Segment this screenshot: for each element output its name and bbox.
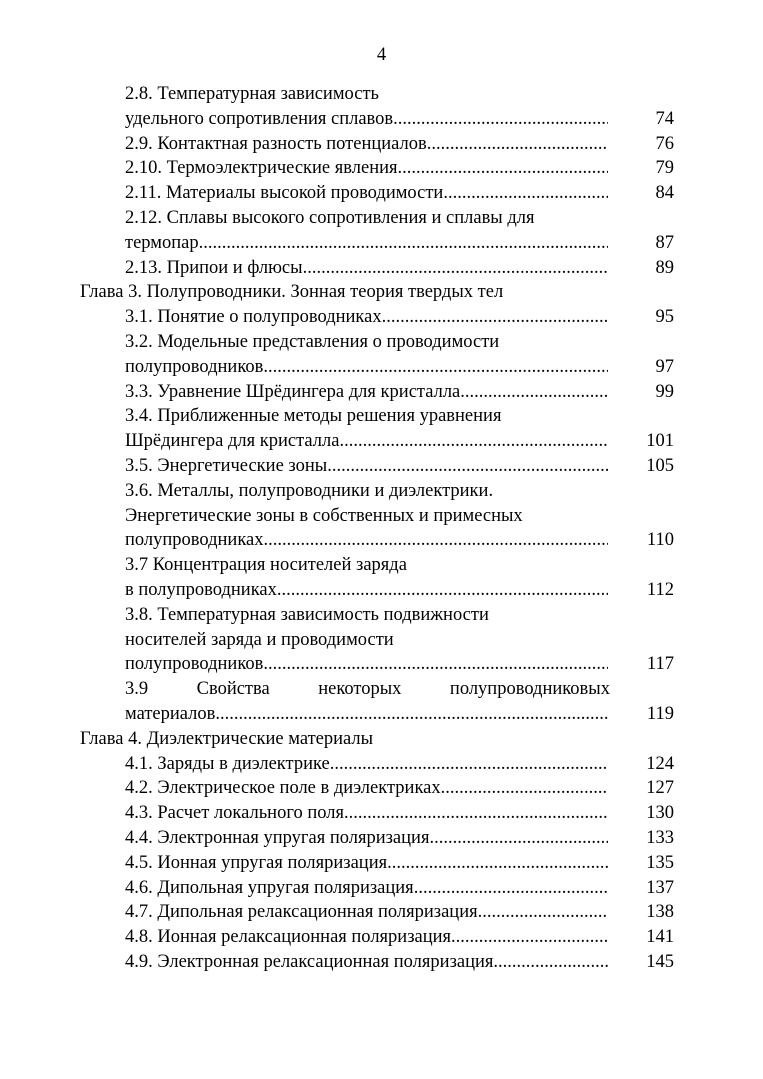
toc-page-number: 89 <box>655 257 674 278</box>
toc-entry-3-8-title-cont <box>0 628 763 653</box>
toc-page-number: 110 <box>646 530 674 551</box>
toc-entry-2-10[interactable] <box>0 156 763 181</box>
toc-page-number: 138 <box>646 902 674 923</box>
toc-entry-3-6[interactable] <box>0 528 763 553</box>
toc-entry-4-9[interactable] <box>0 950 763 975</box>
title-word: некоторых <box>318 679 402 700</box>
toc-page-number: 76 <box>655 133 674 154</box>
toc-page-number: 101 <box>646 431 674 452</box>
toc-entry-4-7[interactable] <box>0 900 763 925</box>
toc-page-number: 145 <box>646 951 674 972</box>
toc-entry-text: 4.8. Ионная релаксационная поляризация ..... <box>125 925 608 950</box>
toc-entry-3-1[interactable] <box>0 305 763 330</box>
toc-chapter-4[interactable] <box>0 727 763 752</box>
toc-entry-3-7-title <box>0 553 763 578</box>
toc-page-number: 124 <box>646 753 674 774</box>
toc-entry-text: 3.2. Модельные представления о проводимости <box>125 331 500 352</box>
toc-entry-text: 2.10. Термоэлектрические явления ..... <box>125 156 608 181</box>
toc-page-number: 137 <box>646 877 674 898</box>
title-word: Свойства <box>196 679 270 700</box>
title-word: 3.9 <box>125 679 149 700</box>
toc-page-number: 95 <box>655 307 674 328</box>
toc-entry-4-5[interactable] <box>0 851 763 876</box>
toc-entry-text: 2.11. Материалы высокой проводимости ..... <box>125 181 608 206</box>
chapter-title: Глава 3. Полупроводники. Зонная теория твердых тел <box>80 282 504 303</box>
toc-entry-4-1[interactable] <box>0 752 763 777</box>
toc-entry-text: 4.9. Электронная релаксационная поляризация ..... <box>125 950 608 975</box>
toc-entry-text: носителей заряда и проводимости <box>125 629 394 650</box>
toc-chapter-3[interactable] <box>0 280 763 305</box>
toc-entry-4-6[interactable] <box>0 876 763 901</box>
toc-entry-2-8[interactable] <box>0 107 763 132</box>
toc-entry-2-12[interactable] <box>0 231 763 256</box>
toc-entry-3-8-title <box>0 603 763 628</box>
toc-entry-3-7[interactable] <box>0 578 763 603</box>
toc-entry-3-4-title <box>0 404 763 429</box>
toc-entry-text: полупроводниках ..... <box>125 528 608 553</box>
toc-entry-2-13[interactable] <box>0 256 763 281</box>
toc-entry-2-11[interactable] <box>0 181 763 206</box>
toc-entry-text: 4.2. Электрическое поле в диэлектриках ..... <box>125 776 608 801</box>
toc-entry-3-2[interactable] <box>0 355 763 380</box>
toc-entry-3-6-title-cont <box>0 504 763 529</box>
justified-title <box>125 677 610 702</box>
toc-entry-text: 3.5. Энергетические зоны ..... <box>125 454 608 479</box>
toc-page-number: 74 <box>655 108 674 129</box>
toc-entry-text: 3.4. Приближенные методы решения уравнения <box>125 406 502 427</box>
toc-entry-4-8[interactable] <box>0 925 763 950</box>
toc-page-number: 127 <box>646 778 674 799</box>
toc-entry-4-2[interactable] <box>0 776 763 801</box>
toc-entry-text: в полупроводниках ..... <box>125 578 608 603</box>
toc-entry-text: Энергетические зоны в собственных и примесных <box>125 505 523 526</box>
toc-page-number: 97 <box>655 356 674 377</box>
toc-entry-text: термопар ..... <box>125 231 608 256</box>
table-of-contents <box>0 82 763 975</box>
toc-entry-text: 4.1. Заряды в диэлектрике ..... <box>125 752 608 777</box>
toc-entry-4-3[interactable] <box>0 801 763 826</box>
toc-page-number: 119 <box>646 703 674 724</box>
toc-entry-text: полупроводников ..... <box>125 355 608 380</box>
toc-entry-text: 4.6. Дипольная упругая поляризация ..... <box>125 876 608 901</box>
toc-page-number: 133 <box>646 827 674 848</box>
toc-entry-3-4[interactable] <box>0 429 763 454</box>
toc-entry-text: 4.3. Расчет локального поля ..... <box>125 801 608 826</box>
toc-entry-text: материалов ..... <box>125 702 608 727</box>
toc-entry-2-8-title <box>0 82 763 107</box>
toc-entry-3-9-title <box>0 677 763 702</box>
toc-page-number: 87 <box>655 232 674 253</box>
toc-entry-3-6-title <box>0 479 763 504</box>
toc-page-number: 105 <box>646 455 674 476</box>
toc-entry-text: полупроводников ..... <box>125 652 608 677</box>
toc-entry-text: 3.1. Понятие о полупроводниках ..... <box>125 305 608 330</box>
toc-entry-text: 4.7. Дипольная релаксационная поляризация ..... <box>125 900 608 925</box>
toc-entry-text: 2.12. Сплавы высокого сопротивления и сплавы для <box>125 207 535 228</box>
toc-entry-3-3[interactable] <box>0 380 763 405</box>
toc-entry-3-5[interactable] <box>0 454 763 479</box>
toc-entry-text: 2.9. Контактная разность потенциалов ..... <box>125 132 608 157</box>
toc-entry-text: 2.13. Припои и флюсы ..... <box>125 256 608 281</box>
toc-entry-text: 4.4. Электронная упругая поляризация ..... <box>125 826 608 851</box>
toc-entry-4-4[interactable] <box>0 826 763 851</box>
chapter-title: Глава 4. Диэлектрические материалы <box>80 728 374 749</box>
toc-entry-text: 3.3. Уравнение Шрёдингера для кристалла ..... <box>125 380 608 405</box>
toc-entry-2-9[interactable] <box>0 132 763 157</box>
title-word: полупроводниковых <box>449 679 610 700</box>
toc-page-number: 99 <box>655 381 674 402</box>
toc-entry-text: 2.8. Температурная зависимость <box>125 84 379 104</box>
toc-entry-text: 3.8. Температурная зависимость подвижности <box>125 604 489 625</box>
toc-entry-3-2-title <box>0 330 763 355</box>
page-number: 4 <box>376 45 387 65</box>
toc-page-number: 135 <box>646 852 674 873</box>
toc-entry-text: 3.6. Металлы, полупроводники и диэлектрики. <box>125 480 494 501</box>
toc-entry-2-12-title <box>0 206 763 231</box>
toc-page-number: 112 <box>646 579 674 600</box>
toc-page-number: 84 <box>655 183 674 204</box>
toc-entry-3-8[interactable] <box>0 652 763 677</box>
toc-page-number: 79 <box>655 158 674 179</box>
toc-page-number: 141 <box>646 927 674 948</box>
toc-entry-text: удельного сопротивления сплавов ..... <box>125 107 608 132</box>
toc-entry-text: 4.5. Ионная упругая поляризация ..... <box>125 851 608 876</box>
toc-entry-text: 3.7 Концентрация носителей заряда <box>125 555 407 576</box>
toc-page-number: 117 <box>646 654 674 675</box>
toc-page-number: 130 <box>646 803 674 824</box>
toc-entry-text: Шрёдингера для кристалла ..... <box>125 429 608 454</box>
toc-entry-3-9[interactable] <box>0 702 763 727</box>
